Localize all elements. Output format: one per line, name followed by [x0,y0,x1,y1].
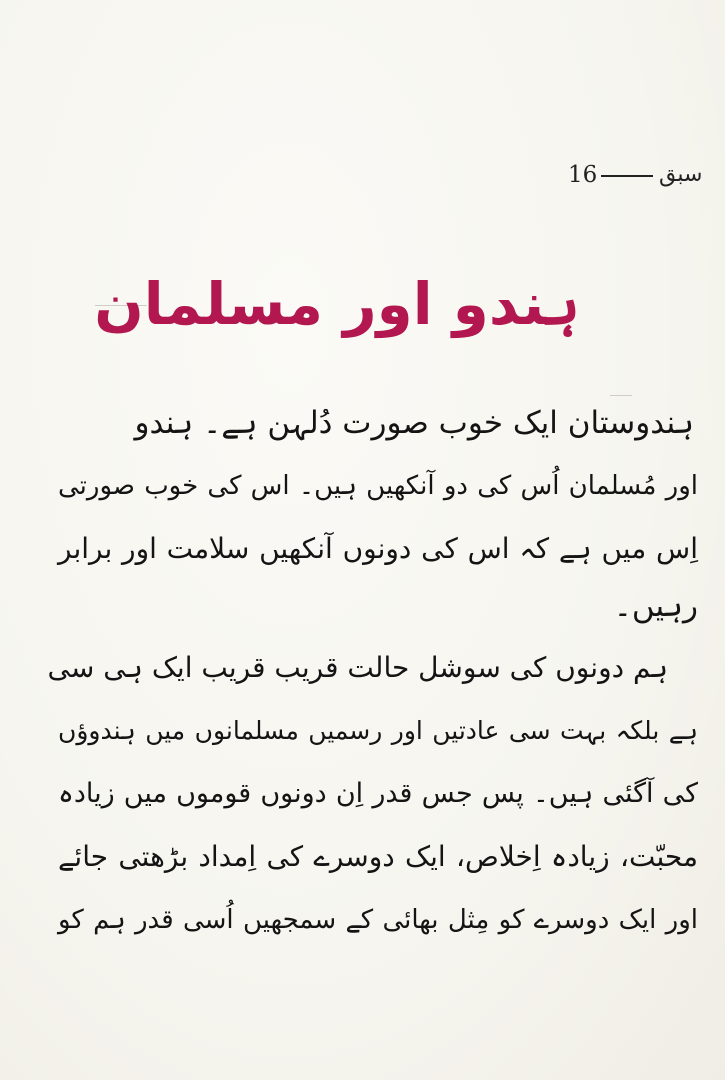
text-line: اور ایک دوسرے کو مِثل بھائی کے سمجھیں اُسی قدر ہم کو [58,905,698,935]
text-line: ہم دونوں کی سوشل حالت قریب قریب ایک ہی سی [47,651,668,684]
lesson-dash [601,175,653,177]
lesson-label: سبق [659,162,703,187]
text-line: اور مُسلمان اُس کی دو آنکھیں ہیں۔ اس کی خوب صورتی [58,471,698,501]
lesson-header [560,158,703,192]
text-line: اِس میں ہے کہ اس کی دونوں آنکھیں سلامت اور برابر [58,532,698,565]
lesson-number: 16 [568,162,598,188]
text-line: ہے بلکہ بہت سی عادتیں اور رسمیں مسلمانوں میں ہندوؤں [58,716,698,745]
text-line: کی آگئی ہیں۔ پس جس قدر اِن دونوں قوموں میں زیادہ [58,778,698,809]
text-line: ہندوستان ایک خوب صورت دُلہن ہے۔ ہندو [134,405,694,441]
text-line: محبّت، زیادہ اِخلاص، ایک دوسرے کی اِمداد بڑھتی جائے [58,840,698,873]
paragraph-1 [58,395,698,635]
text-line: رہیں۔ [613,588,698,624]
page-title: ہندو اور مسلمان [94,270,580,338]
paragraph-2 [47,640,698,970]
